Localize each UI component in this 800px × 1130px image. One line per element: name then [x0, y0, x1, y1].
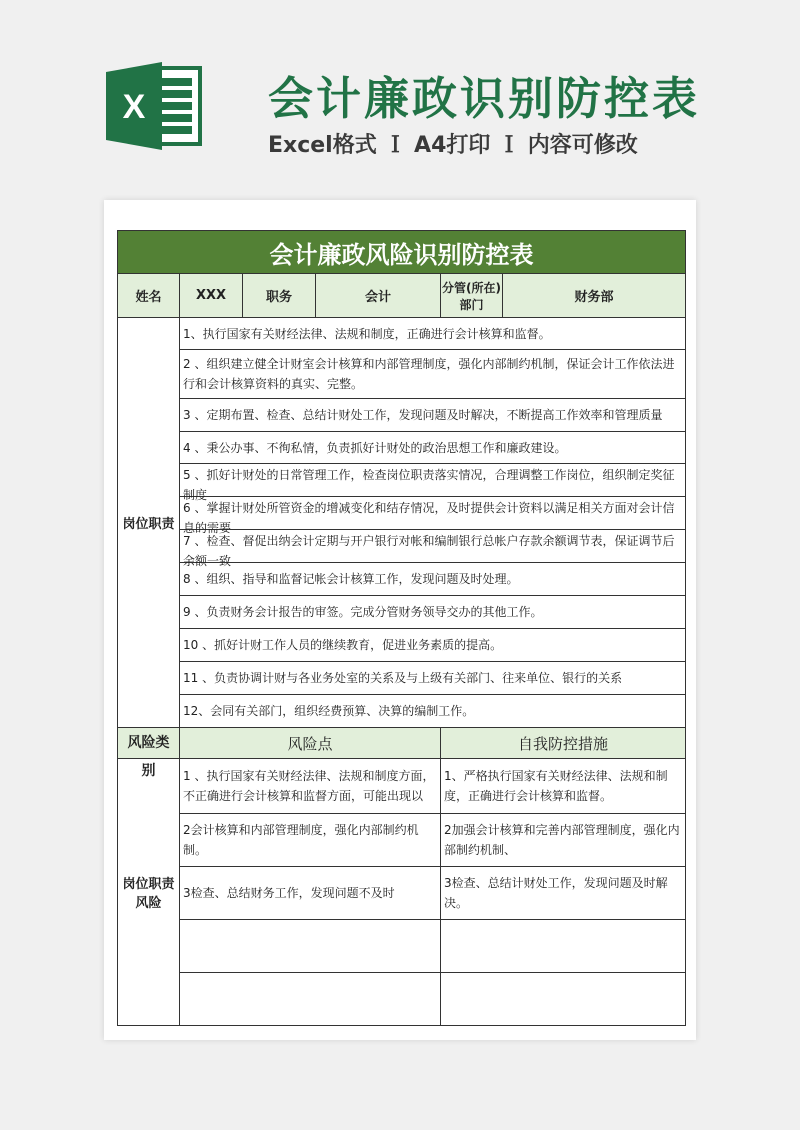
risk-point-cell	[180, 920, 441, 973]
duty-item: 7 、检查、督促出纳会计定期与开户银行对帐和编制银行总帐户存款余额调节表，保证调节后余额一致	[180, 530, 686, 563]
duties-label: 岗位职责	[118, 318, 180, 728]
risk-measure-cell: 1、严格执行国家有关财经法律、法规和制度，正确进行会计核算和监督。	[441, 759, 686, 814]
name-label: 姓名	[118, 274, 180, 318]
risk-measure-cell: 2加强会计核算和完善内部管理制度，强化内部制约机制、	[441, 814, 686, 867]
risk-point-header: 风险点	[180, 728, 441, 759]
risk-point-cell: 1 、执行国家有关财经法律、法规和制度方面，不正确进行会计核算和监督方面，可能出现以	[180, 759, 441, 814]
banner-title: 会计廉政识别防控表	[268, 72, 701, 125]
risk-point-cell: 2会计核算和内部管理制度，强化内部制约机制。	[180, 814, 441, 867]
duty-item: 12、会同有关部门，组织经费预算、决算的编制工作。	[180, 695, 686, 728]
risk-measure-header: 自我防控措施	[441, 728, 686, 759]
duty-item: 8 、组织、指导和监督记帐会计核算工作，发现问题及时处理。	[180, 563, 686, 596]
duty-item: 10 、抓好计财工作人员的继续教育，促进业务素质的提高。	[180, 629, 686, 662]
position-label: 职务	[243, 274, 316, 318]
position-value: 会计	[316, 274, 441, 318]
duty-item: 9 、负责财务会计报告的审签。完成分管财务领导交办的其他工作。	[180, 596, 686, 629]
risk-measure-cell	[441, 973, 686, 1026]
risk-point-cell: 3检查、总结财务工作，发现问题不及时	[180, 867, 441, 920]
duty-item: 2 、组织建立健全计财室会计核算和内部管理制度，强化内部制约机制，保证会计工作依法进行和会计核算资料的真实、完整。	[180, 350, 686, 399]
name-value: XXX	[180, 274, 243, 318]
banner-subtitle: Excel格式 Ｉ A4打印 Ｉ 内容可修改	[268, 133, 638, 158]
duty-item: 1、执行国家有关财经法律、法规和制度，正确进行会计核算和监督。	[180, 318, 686, 350]
duty-item: 11 、负责协调计财与各业务处室的关系及与上级有关部门、往来单位、银行的关系	[180, 662, 686, 695]
duty-item: 5 、抓好计财处的日常管理工作，检查岗位职责落实情况，合理调整工作岗位，组织制定奖征制度	[180, 464, 686, 497]
risk-type-header: 风险类别	[118, 728, 180, 759]
risk-table	[117, 230, 686, 1026]
duty-item: 6 、掌握计财处所管资金的增减变化和结存情况，及时提供会计资料以满足相关方面对会计信息的需要	[180, 497, 686, 530]
dept-value: 财务部	[503, 274, 686, 318]
table-title: 会计廉政风险识别防控表	[118, 231, 686, 274]
svg-text:X: X	[122, 88, 146, 126]
risk-point-cell	[180, 973, 441, 1026]
duty-item: 4 、秉公办事、不徇私情，负责抓好计财处的政治思想工作和廉政建设。	[180, 432, 686, 464]
dept-label: 分管(所在)部门	[441, 274, 503, 318]
risk-measure-cell: 3检查、总结计财处工作，发现问题及时解决。	[441, 867, 686, 920]
excel-logo-icon	[104, 62, 204, 150]
risk-category-label: 岗位职责风险	[118, 759, 180, 1026]
duty-item: 3 、定期布置、检查、总结计财处工作，发现问题及时解决，不断提高工作效率和管理质量	[180, 399, 686, 432]
risk-measure-cell	[441, 920, 686, 973]
